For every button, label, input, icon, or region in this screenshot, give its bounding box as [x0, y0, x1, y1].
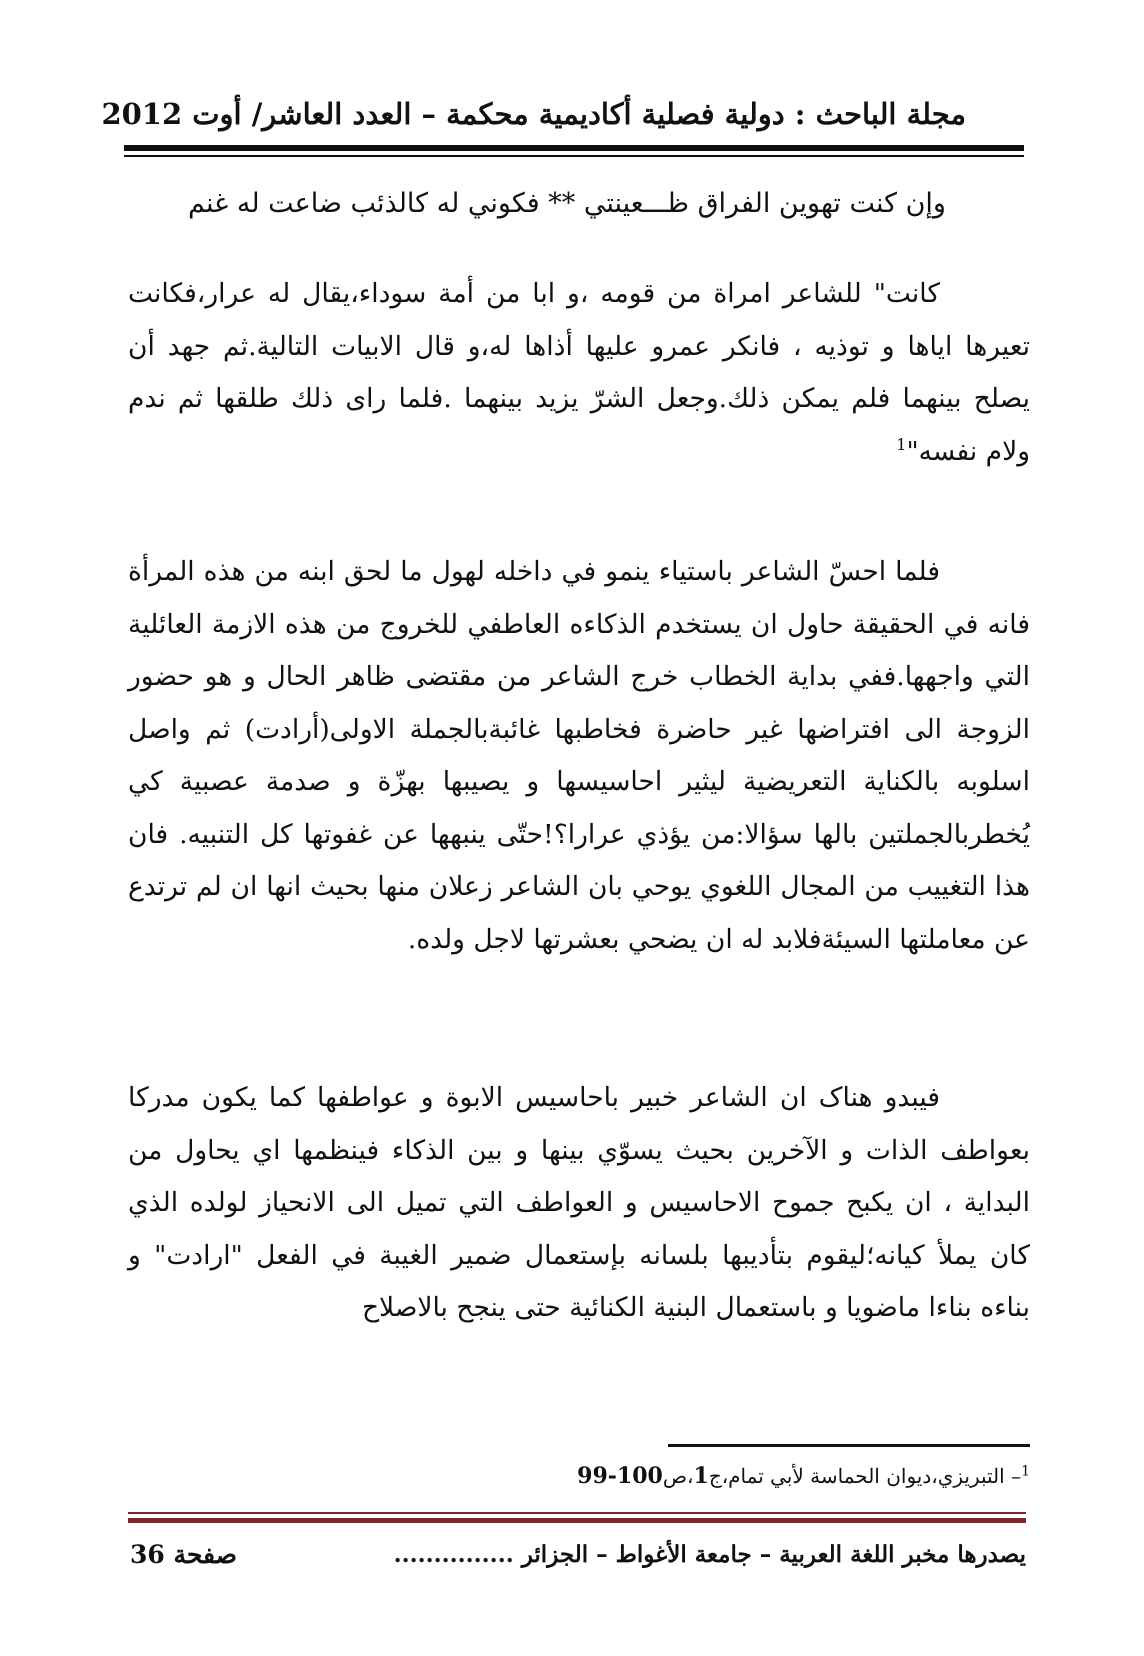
footnote-volume: 1	[693, 1463, 709, 1489]
page-number: صفحة 36	[130, 1540, 237, 1569]
header-rule-thin	[124, 155, 1024, 157]
footnote-source: – التبريزي،ديوان الحماسة لأبي تمام،ج	[708, 1464, 1022, 1488]
poetry-verse: وإن كنت تهوين الفراق ظـــعينتي ** فكوني له كالذئب ضاعت له غنم	[188, 188, 946, 219]
footnote-reference: 1	[896, 434, 907, 454]
footnote-number: 1	[1021, 1463, 1030, 1480]
header-rule-thick	[124, 145, 1024, 151]
paragraph-1	[128, 268, 1030, 478]
paragraph-3: فيبدو هناک ان الشاعر خبير باحاسيس الابوة و عواطفها كما يكون مدركا بعواطف الذات و الآخرين بحيث يسوّي بينها و بين الذكاء فينظمها اي يحاول من البداية ، ان يكبح جموح الاحاسيس و العواطف التي تميل الى الانحياز لولده الذي كان يملأ كيانه؛ليقوم بتأديبها بلسانه بإستعمال ضمير الغيبة في الفعل "ارادت" و بناءه بناءا ماضويا و باستعمال البنية الكنائية حتى ينجح بالاصلاح	[128, 1082, 1030, 1323]
paragraph-1-text: كانت" للشاعر امراة من قومه ،و ابا من أمة سوداء،يقال له عرار،فكانت تعيرها اياها و توذيه ، فانكر عمرو عليها أذاها له،و قال الابيات التالية.ثم جهد أن يصلح بينهما فلم يمكن ذلك.وجعل الشرّ يزيد بينهما .فلما راى ذلك طلقها ثم ندم ولام نفسه"	[128, 278, 1030, 467]
footnote-pages: 100-99	[577, 1463, 663, 1489]
footnote	[430, 1460, 1030, 1492]
footer-rule-thick	[128, 1518, 1026, 1523]
footnote-page-label: ،ص	[662, 1464, 694, 1488]
paragraph-2: فلما احسّ الشاعر باستياء ينمو في داخله لهول ما لحق ابنه من هذه المرأة فانه في الحقيقة حاول ان يستخدم الذكاءه العاطفي للخروج من هذه الازمة العائلية التي واجهها.ففي بداية الخطاب خرج الشاعر من مقتضى ظاهر الحال و هو حضور الزوجة الى افتراضها غير حاضرة فخاطبها غائبةبالجملة الاولى(أرادت) ثم واصل اسلوبه بالكناية التعريضية ليثير احاسيسها و يصيبها بهزّة و صدمة عصبية كي يُخطربالجملتين بالها سؤالا:من يؤذي عرارا؟!حتّى ينبهها عن غفوتها كل التنبيه. فان هذا التغييب من المجال اللغوي يوحي بان الشاعر زعلان منها بحيث انها ان لم ترتدع عن معاملتها السيئةفلابد له ان يضحي بعشرتها لاجل ولده.	[128, 556, 1030, 955]
journal-header-title: مجلة الباحث : دولية فصلية أكاديمية محكمة – العدد العاشر/ أوت 2012	[101, 97, 966, 131]
footer-publisher: يصدرها مخبر اللغة العربية – جامعة الأغواط – الجزائر ...............	[393, 1541, 1026, 1568]
footer-rule-thin	[128, 1512, 1026, 1514]
footnote-separator	[668, 1444, 1030, 1447]
